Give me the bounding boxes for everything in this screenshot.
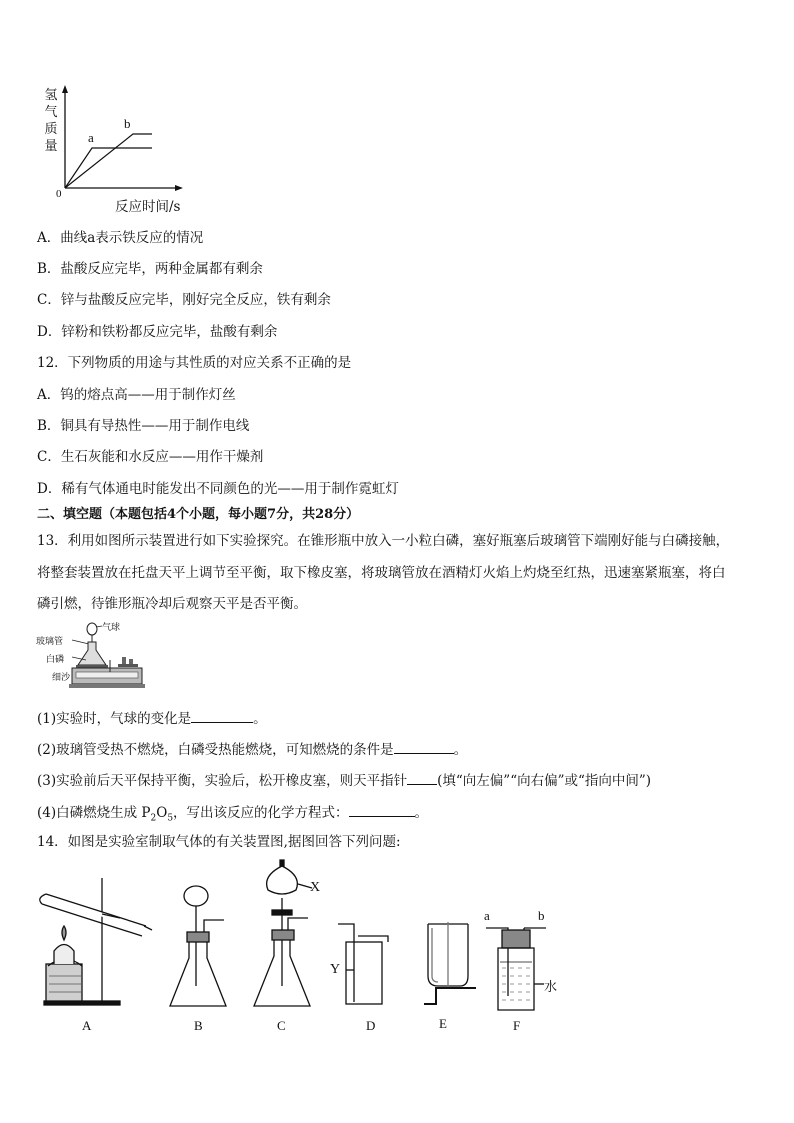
label-y: Y [330, 962, 341, 977]
q13-part1-end: 。 [253, 711, 267, 727]
q13-part2-text: (2)玻璃管受热不燃烧，白磷受热能燃烧，可知燃烧的条件是 [37, 742, 394, 758]
q13-part4-end: 。 [414, 805, 429, 821]
apparatus-d [338, 924, 388, 1004]
q13-part3-text: (3)实验前后天平保持平衡，实验后，松开橡皮塞，则天平指针 [37, 773, 408, 789]
x-axis-label: 反应时间/s [115, 199, 181, 215]
q12-stem: 12．下列物质的用途与其性质的对应关系不正确的是 [37, 355, 352, 371]
x-axis-arrow [175, 185, 183, 191]
hydrogen-mass-graph [40, 84, 200, 216]
label-white-phosphorus: 白磷 [46, 655, 65, 665]
apparatus-e [424, 922, 476, 1004]
q13-stem-line3: 磷引燃，待锥形瓶冷却后观察天平是否平衡。 [37, 596, 307, 612]
conical-flask [78, 642, 106, 665]
apparatus-f [486, 928, 546, 1010]
apparatus-label-a: A [82, 1018, 92, 1033]
apparatus-label-e: E [439, 1016, 447, 1031]
q13-part1 [37, 708, 267, 728]
apparatus-a [40, 878, 152, 1005]
q12-option-a: A．钨的熔点高——用于制作灯丝 [37, 387, 236, 403]
label-glass-tube: 玻璃管 [36, 637, 64, 647]
apparatus-label-f: F [513, 1018, 521, 1033]
label-a: a [484, 908, 490, 923]
apparatus-label-b: B [194, 1018, 203, 1033]
q12-option-b: B．铜具有导热性——用于制作电线 [37, 418, 250, 434]
q14-apparatus-figure [36, 856, 576, 1046]
apparatus-label-d: D [366, 1018, 376, 1033]
q13-part4-post: ，写出该反应的化学方程式： [173, 805, 349, 821]
q11-option-a: A．曲线a表示铁反应的情况 [37, 230, 204, 246]
q13-part1-text: (1)实验时，气球的变化是 [37, 711, 192, 727]
balloon-shape [87, 623, 97, 635]
gas-apparatus-svg [36, 856, 576, 1046]
answer-blank-3[interactable] [407, 770, 437, 785]
q11-option-b: B．盐酸反应完毕，两种金属都有剩余 [37, 261, 263, 277]
q13-apparatus-figure [36, 620, 148, 692]
y-axis-arrow [62, 85, 68, 93]
q13-part3-end: (填“向左偏”“向右偏”或“指向中间”) [437, 773, 652, 789]
q11-option-c: C．锌与盐酸反应完毕，刚好完全反应，铁有剩余 [37, 292, 331, 308]
label-water: 水 [544, 980, 558, 995]
apparatus-label-c: C [277, 1018, 286, 1033]
q13-part4-oxygen: O [156, 805, 168, 821]
curve-a-label: a [88, 130, 94, 145]
q13-part3 [37, 770, 651, 790]
q13-part4 [37, 802, 428, 828]
answer-blank-1[interactable] [191, 708, 253, 723]
label-x: X [310, 880, 321, 895]
subscript-2: 2 [150, 813, 157, 824]
q13-part2 [37, 739, 467, 759]
q13-part4-pre: (4)白磷燃烧生成 P [37, 805, 151, 821]
apparatus-b [170, 886, 226, 1006]
subscript-5: 5 [167, 813, 174, 824]
q13-part2-end: 。 [453, 742, 468, 758]
section2-heading: 二、填空题（本题包括4个小题，每小题7分，共28分） [37, 507, 360, 522]
q14-stem: 14．如图是实验室制取气体的有关装置图,据图回答下列问题: [37, 834, 401, 850]
label-b: b [538, 908, 545, 923]
curve-b-label: b [124, 116, 131, 131]
answer-blank-2[interactable] [394, 739, 454, 754]
apparatus-c [254, 860, 312, 1006]
q12-option-c: C．生石灰能和水反应——用作干燥剂 [37, 449, 264, 465]
curve-b [65, 134, 152, 188]
q13-stem-line2: 将整套装置放在托盘天平上调节至平衡，取下橡皮塞，将玻璃管放在酒精灯火焰上灼烧至红热，迅速塞紧瓶塞，将白 [37, 565, 726, 581]
label-fine-sand: 细沙 [52, 673, 71, 683]
y-axis-label: 氢 气 质 量 [44, 87, 58, 153]
q11-option-d: D．锌粉和铁粉都反应完毕，盐酸有剩余 [37, 324, 278, 340]
q13-stem-line1: 13．利用如图所示装置进行如下实验探究。在锥形瓶中放入一小粒白磷，塞好瓶塞后玻璃管下端刚好能与白磷接触， [37, 533, 730, 549]
origin-label: 0 [56, 188, 62, 200]
answer-blank-4[interactable] [349, 802, 415, 817]
q12-option-d: D．稀有气体通电时能发出不同颜色的光——用于制作霓虹灯 [37, 481, 399, 497]
label-balloon: 气球 [102, 623, 121, 633]
